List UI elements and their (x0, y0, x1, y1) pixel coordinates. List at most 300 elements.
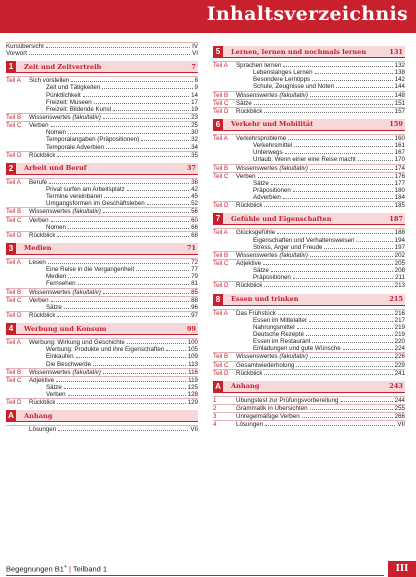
toc-dot-leader (51, 221, 189, 222)
toc-entry[interactable] (213, 91, 405, 99)
toc-entry[interactable] (213, 83, 405, 90)
toc-entry-text: Eine Reise in die Vergangenheit (46, 266, 135, 274)
chapter-heading[interactable] (213, 213, 405, 225)
toc-entry-page: 161 (394, 142, 405, 150)
toc-dot-leader (104, 197, 189, 198)
toc-entry-page: 211 (395, 274, 405, 282)
chapter-title: Essen und trinken (231, 295, 299, 304)
toc-dot-leader (57, 403, 185, 404)
toc-entry[interactable] (213, 412, 405, 420)
toc-entry-label (29, 266, 134, 273)
toc-entry-label (29, 361, 91, 368)
toc-entry-page: 229 (394, 361, 405, 369)
toc-entry-text: Nomen (46, 129, 66, 137)
toc-entry[interactable] (213, 369, 405, 377)
toc-entry[interactable] (6, 42, 198, 50)
toc-dot-leader (264, 286, 392, 287)
toc-dot-leader (293, 191, 393, 192)
chapter-heading[interactable] (6, 163, 198, 175)
toc-entry-label (29, 99, 92, 106)
toc-entry-label (29, 208, 101, 215)
toc-entry-page: 219 (394, 330, 405, 338)
toc-dot-leader (76, 357, 186, 358)
toc-dot-leader (68, 277, 189, 278)
toc-dot-leader (264, 206, 392, 207)
toc-entry[interactable] (6, 346, 198, 353)
toc-entry-page: 8 (194, 77, 198, 85)
toc-entry[interactable] (213, 237, 405, 244)
chapter-number: 5 (213, 46, 223, 57)
toc-dot-leader (293, 278, 393, 279)
toc-entry[interactable] (213, 201, 405, 209)
toc-entry-label (236, 92, 308, 99)
toc-entry-text: Wissenswertes (29, 208, 71, 216)
toc-entry[interactable] (6, 304, 198, 311)
chapter-title: Verkehr und Mobilität (231, 120, 314, 129)
toc-dot-leader (136, 270, 189, 271)
toc-entry-label (29, 186, 125, 193)
toc-entry-text: Verben (29, 122, 49, 130)
toc-entry[interactable] (213, 309, 405, 317)
toc-entry-part: Teil D (6, 399, 22, 407)
toc-entry-label (29, 346, 164, 353)
toc-entry-page: 180 (394, 186, 405, 194)
toc-dot-leader (283, 66, 392, 67)
toc-entry-page: 119 (188, 376, 198, 384)
toc-entry-text: Rückblick (236, 107, 263, 115)
toc-entry[interactable] (6, 144, 198, 151)
toc-entry-label (29, 152, 55, 159)
toc-entry[interactable] (213, 149, 405, 156)
toc-entry-text: Wissenswertes (236, 353, 278, 361)
toc-entry-label (29, 224, 66, 231)
toc-entry-text: Einladungen und gute Wünsche (253, 345, 341, 353)
toc-entry-part: Teil B (6, 368, 22, 376)
toc-entry-page: 88 (191, 296, 198, 304)
toc-entry-part: Teil C (6, 296, 22, 304)
toc-entry-page: 45 (191, 193, 198, 201)
toc-dot-leader (296, 366, 392, 367)
toc-entry[interactable] (213, 194, 405, 201)
toc-entry-part: Teil A (213, 309, 228, 317)
chapter-heading[interactable] (213, 381, 405, 393)
toc-dot-leader (49, 183, 189, 184)
toc-entry[interactable] (6, 136, 198, 143)
chapter-title: Medien (24, 244, 52, 253)
toc-entry-text: Sätze (236, 99, 252, 107)
toc-entry-text: Wissenswertes (29, 368, 71, 376)
toc-entry-text: Wissenswertes (236, 91, 278, 99)
footer-book-sup: + (63, 564, 67, 570)
toc-entry[interactable] (6, 121, 198, 129)
chapter-title: Anhang (24, 411, 53, 420)
toc-dot-leader (103, 118, 189, 119)
chapter-page: 243 (389, 382, 403, 391)
toc-entry-part: Teil B (213, 164, 229, 172)
toc-entry[interactable] (6, 224, 198, 231)
toc-entry-page: 19 (191, 105, 198, 113)
toc-entry[interactable] (6, 151, 198, 159)
toc-entry-part: Teil C (213, 172, 229, 180)
footer-book-name: Begegnungen B1 (6, 564, 64, 574)
toc-entry-page: 217 (394, 316, 405, 324)
toc-dot-leader (68, 395, 186, 396)
toc-entry-page: 30 (191, 129, 198, 137)
toc-entry[interactable] (213, 274, 405, 281)
toc-dot-leader (147, 204, 189, 205)
toc-entry-part: Teil B (6, 208, 22, 216)
toc-dot-leader (312, 342, 392, 343)
toc-entry-page: 216 (394, 309, 405, 317)
chapter-title: Arbeit und Beruf (24, 164, 87, 173)
toc-entry-text: Fernsehen (46, 280, 76, 288)
toc-entry-page: VII (190, 426, 198, 434)
toc-entry[interactable] (6, 207, 198, 215)
toc-entry-part: Teil C (213, 259, 229, 267)
footer-separator: | (69, 564, 71, 574)
toc-entry[interactable] (213, 180, 405, 187)
toc-dot-leader (356, 241, 392, 242)
toc-dot-leader (310, 357, 393, 358)
toc-entry[interactable] (6, 266, 198, 273)
toc-entry-part: Teil B (6, 288, 22, 296)
toc-entry[interactable] (213, 396, 405, 404)
toc-entry-page: 105 (187, 346, 198, 354)
toc-entry[interactable] (6, 106, 198, 113)
toc-dot-leader (341, 401, 393, 402)
chapter-number: A (6, 410, 16, 421)
toc-entry-label (29, 106, 111, 113)
toc-entry[interactable] (213, 99, 405, 107)
toc-entry-page: 25 (191, 122, 198, 130)
toc-entry-page: 128 (187, 391, 198, 399)
toc-dot-leader (358, 160, 393, 161)
chapter-number: 1 (6, 61, 16, 72)
toc-entry[interactable] (213, 331, 405, 338)
toc-entry-text: Freizeit: Bildende Kunst (46, 105, 112, 113)
toc-entry-page: VII (397, 421, 405, 429)
toc-entry-label (29, 232, 55, 239)
toc-entry-note: (fakultativ) (279, 353, 308, 361)
toc-entry-text: Unregelmäßige Verben (236, 413, 300, 421)
toc-entry-part: Teil D (6, 311, 22, 319)
toc-dot-leader (297, 328, 393, 329)
toc-entry-page: 17 (191, 98, 198, 106)
toc-entry-text: Sätze (46, 383, 62, 391)
toc-entry-label (29, 312, 55, 319)
chapter-number: A (213, 381, 223, 392)
toc-entry-part: Teil D (6, 151, 22, 159)
toc-entry-text: Sätze (46, 303, 62, 311)
toc-dot-leader (56, 381, 186, 382)
toc-entry-label (29, 77, 69, 84)
toc-dot-leader (258, 177, 393, 178)
chapter-title: Gefühle und Eigenschaften (231, 214, 332, 223)
toc-entry-text: Adjektive (236, 259, 262, 267)
chapter-title: Lernen, lernen und nochmals lernen (231, 47, 367, 56)
toc-entry-page: 9 (194, 84, 198, 92)
chapter-heading[interactable] (6, 243, 198, 255)
toc-entry-label (29, 193, 102, 200)
toc-entry[interactable] (6, 76, 198, 84)
toc-entry-page: 35 (191, 151, 198, 159)
chapter-heading[interactable] (213, 294, 405, 306)
toc-dot-leader (336, 87, 392, 88)
toc-entry-page: 157 (394, 107, 405, 115)
toc-entry[interactable] (6, 186, 198, 193)
toc-entry[interactable] (6, 50, 198, 57)
chapter-page: 37 (186, 164, 196, 173)
toc-entry-part: Teil A (213, 134, 228, 142)
toc-entry-label (29, 399, 55, 406)
toc-entry[interactable] (6, 193, 198, 200)
toc-entry-label (236, 345, 341, 352)
toc-entry-part: 2 (213, 404, 217, 412)
toc-entry[interactable] (213, 142, 405, 149)
toc-entry-page: 60 (191, 216, 198, 224)
toc-entry[interactable] (6, 368, 198, 376)
toc-entry-text: Lösungen (29, 426, 57, 434)
toc-entry[interactable] (6, 92, 198, 99)
page-footer (0, 561, 416, 577)
toc-entry-text: Präpositionen (253, 186, 291, 194)
toc-entry[interactable] (213, 267, 405, 274)
chapter-heading[interactable] (6, 323, 198, 335)
toc-entry-page: 42 (191, 185, 198, 193)
toc-entry-label (29, 377, 54, 384)
toc-entry-page: 129 (187, 399, 198, 407)
toc-entry[interactable] (213, 61, 405, 69)
toc-entry-page: 194 (394, 236, 405, 244)
toc-entry[interactable] (6, 113, 198, 121)
toc-dot-leader (141, 140, 189, 141)
toc-entry[interactable] (213, 281, 405, 289)
chapter-number: 3 (6, 243, 16, 254)
toc-entry[interactable] (213, 251, 405, 259)
toc-entry-page: 132 (394, 62, 405, 69)
toc-entry[interactable] (213, 361, 405, 369)
toc-entry-text: Schule, Zeugnisse und Noten (253, 83, 335, 91)
toc-entry[interactable] (213, 134, 405, 142)
toc-entry-page: 174 (394, 164, 405, 172)
toc-entry-page: 79 (191, 273, 198, 281)
toc-dot-leader (310, 169, 393, 170)
toc-dot-leader (315, 73, 393, 74)
toc-entry-part: Teil A (213, 229, 228, 237)
toc-entry-text: Sprachen lernen (236, 62, 282, 69)
toc-entry-label (29, 353, 74, 360)
chapter-number: 2 (6, 163, 16, 174)
toc-dot-leader (103, 293, 189, 294)
toc-entry[interactable] (213, 156, 405, 163)
toc-entry[interactable] (213, 228, 405, 236)
toc-entry-label (29, 92, 81, 99)
toc-entry-text: Termine vereinbaren (46, 193, 103, 201)
toc-entry[interactable] (213, 107, 405, 115)
toc-entry-page: 151 (394, 99, 405, 107)
toc-dot-leader (64, 388, 186, 389)
toc-dot-leader (71, 81, 192, 82)
toc-entry[interactable] (213, 76, 405, 83)
toc-entry-page: 109 (187, 353, 198, 361)
chapter-page: 99 (186, 324, 196, 333)
toc-entry[interactable] (6, 216, 198, 224)
toc-entry[interactable] (6, 178, 198, 186)
toc-entry[interactable] (213, 338, 405, 345)
chapter-page: 7 (191, 62, 196, 71)
toc-entry-label (236, 397, 339, 404)
toc-entry-label (236, 331, 304, 338)
toc-entry[interactable] (6, 99, 198, 106)
toc-entry[interactable] (6, 129, 198, 136)
page-header (0, 0, 416, 33)
toc-entry-page: 224 (394, 345, 405, 353)
toc-entry-page: 226 (394, 353, 405, 361)
toc-entry[interactable] (213, 164, 405, 172)
toc-entry-part: Teil D (213, 107, 229, 115)
toc-dot-leader (48, 263, 189, 264)
toc-entry[interactable] (6, 311, 198, 319)
toc-entry[interactable] (6, 338, 198, 346)
toc-entry-text: Wissenswertes (29, 113, 71, 121)
toc-entry-label (236, 413, 300, 420)
toc-entry[interactable] (6, 273, 198, 280)
toc-entry[interactable] (213, 259, 405, 267)
toc-entry[interactable] (213, 404, 405, 412)
toc-dot-leader (288, 139, 392, 140)
chapter-heading[interactable] (6, 410, 198, 422)
toc-entry[interactable] (213, 187, 405, 194)
toc-entry-label (29, 289, 101, 296)
toc-entry-label (236, 83, 334, 90)
toc-entry-page: 116 (188, 368, 198, 376)
toc-entry-label (236, 76, 310, 83)
toc-entry[interactable] (6, 288, 198, 296)
toc-entry-text: Pünktlichkeit (46, 91, 81, 99)
toc-dot-leader (271, 184, 393, 185)
toc-entry[interactable] (213, 317, 405, 324)
toc-entry-text: Die Beschwerde (46, 360, 92, 368)
toc-dot-leader (46, 47, 190, 48)
toc-entry[interactable] (6, 84, 198, 91)
toc-entry-text: Verben (46, 391, 66, 399)
toc-entry-text: Grammatik in Übersichten (236, 404, 308, 412)
toc-entry-text: Lesen (29, 258, 46, 266)
toc-entry-text: Lösungen (236, 421, 264, 429)
toc-entry-page: 138 (394, 69, 405, 77)
toc-entry-page: 81 (191, 280, 198, 288)
toc-entry-part: Teil C (6, 216, 22, 224)
toc-entry[interactable] (6, 425, 198, 433)
chapter-heading[interactable] (213, 46, 405, 58)
toc-dot-leader (57, 316, 189, 317)
toc-entry-text: Wissenswertes (236, 251, 278, 259)
toc-entry-part: Teil C (213, 361, 229, 369)
toc-dot-leader (103, 212, 189, 213)
toc-entry-label (236, 142, 292, 149)
chapter-page: 215 (389, 295, 403, 304)
toc-dot-leader (106, 148, 189, 149)
toc-entry-page: 72 (191, 258, 198, 266)
toc-entry[interactable] (6, 200, 198, 207)
toc-entry-text: Rückblick (29, 151, 56, 159)
toc-entry-text: Adjektive (29, 376, 55, 384)
toc-entry-part: Teil A (6, 258, 21, 266)
chapter-heading[interactable] (6, 61, 198, 73)
toc-entry-label (29, 339, 125, 346)
toc-entry-label (29, 144, 104, 151)
toc-entry-page: 197 (394, 243, 405, 251)
toc-entry-page: 208 (394, 267, 405, 275)
toc-entry-label (29, 259, 46, 266)
toc-entry-label (236, 267, 269, 274)
toc-entry-text: Verben (29, 296, 49, 304)
toc-entry-label (236, 173, 256, 180)
toc-entry[interactable] (213, 324, 405, 331)
toc-entry-part: Teil C (213, 99, 229, 107)
toc-left-column (6, 42, 198, 433)
toc-entry[interactable] (6, 296, 198, 304)
toc-entry-page: 100 (187, 339, 198, 347)
toc-entry-label (29, 179, 47, 186)
toc-entry[interactable] (213, 420, 405, 428)
toc-entry[interactable] (6, 384, 198, 391)
toc-entry-label: Vorwort (6, 50, 27, 58)
toc-entry-page: 68 (191, 231, 198, 239)
toc-entry-part: Teil A (6, 339, 21, 347)
toc-entry-text: Freizeit: Museen (46, 98, 92, 106)
toc-entry-text: Sich vorstellen (29, 77, 70, 85)
toc-entry[interactable] (213, 172, 405, 180)
toc-entry-text: Rückblick (29, 231, 56, 239)
toc-entry-label (236, 237, 354, 244)
toc-entry[interactable] (6, 280, 198, 287)
toc-entry-label (29, 384, 62, 391)
toc-entry-page: 32 (191, 136, 198, 144)
toc-entry[interactable] (6, 376, 198, 384)
toc-entry[interactable] (6, 361, 198, 368)
toc-entry[interactable] (213, 69, 405, 76)
toc-entry-page: 255 (394, 404, 405, 412)
toc-entry-label (236, 317, 307, 324)
chapter-heading[interactable] (213, 119, 405, 131)
toc-entry[interactable] (6, 231, 198, 239)
toc-entry-page: 77 (191, 266, 198, 274)
toc-entry-text: Verben (236, 172, 256, 180)
footer-rule (6, 575, 384, 576)
toc-entry-text: Eigenschaften und Verhaltensweisen (253, 236, 355, 244)
toc-entry[interactable] (213, 244, 405, 251)
toc-entry-part: Teil D (6, 231, 22, 239)
toc-entry[interactable] (6, 353, 198, 360)
toc-dot-leader (264, 374, 392, 375)
toc-entry-page: 34 (191, 143, 198, 151)
toc-entry[interactable] (6, 391, 198, 398)
toc-dot-leader (312, 80, 393, 81)
toc-dot-leader (254, 104, 393, 105)
toc-entry-label (236, 187, 291, 194)
toc-entry-label (29, 84, 100, 91)
toc-dot-leader (64, 308, 189, 309)
chapter-number: 7 (213, 213, 223, 224)
toc-entry[interactable] (213, 352, 405, 360)
toc-entry-label (236, 202, 262, 209)
toc-entry[interactable] (6, 398, 198, 406)
toc-entry-page: 220 (394, 338, 405, 346)
toc-entry[interactable] (6, 258, 198, 266)
toc-entry[interactable] (213, 345, 405, 352)
toc-entry-part: Teil A (6, 178, 21, 186)
